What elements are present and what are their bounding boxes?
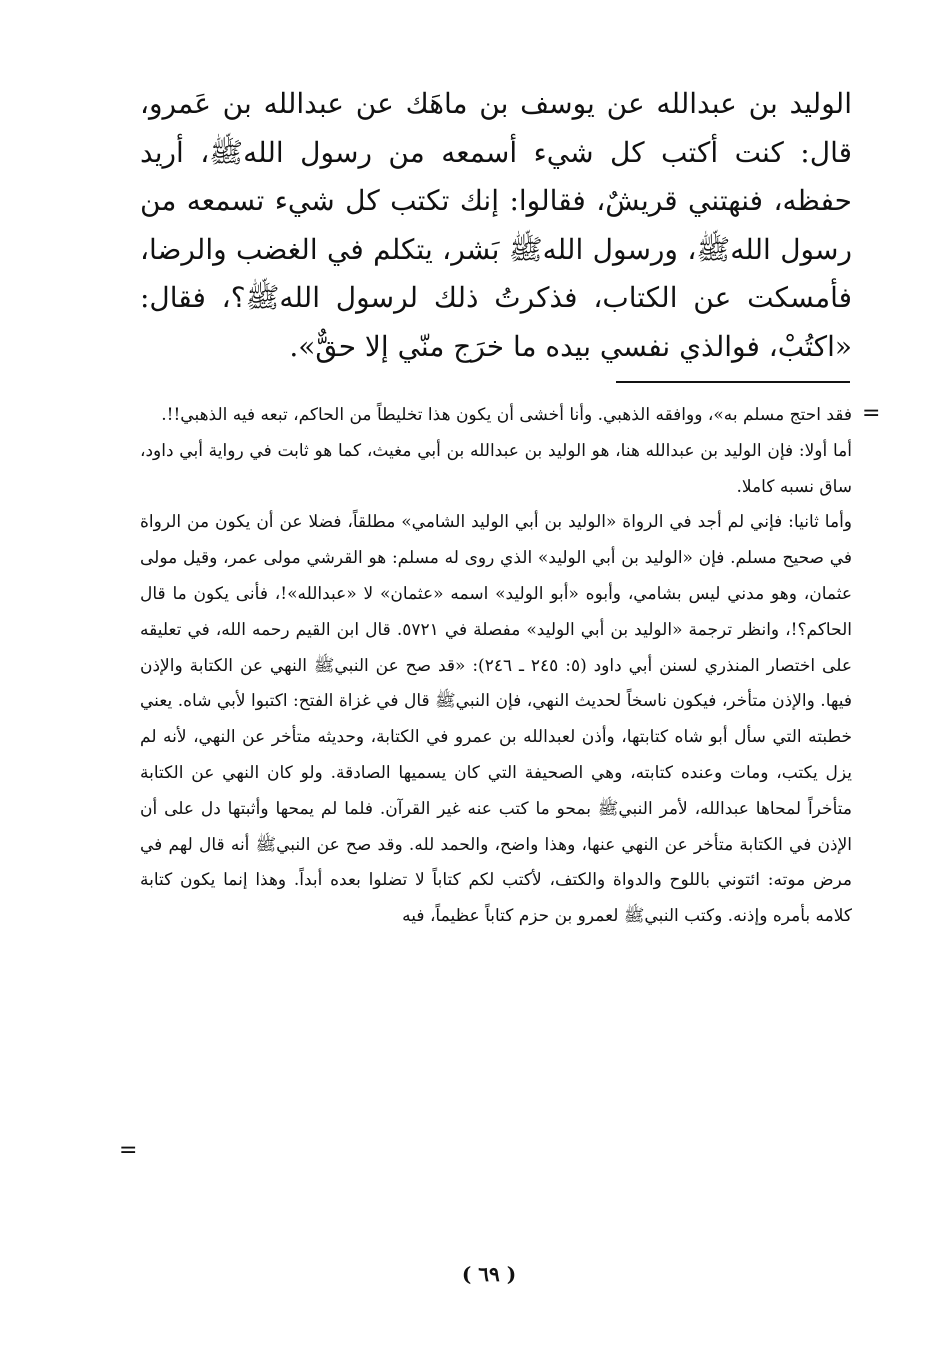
main-text-block (140, 80, 852, 371)
page-number: ( ٦٩ ) (461, 1262, 517, 1286)
footnote-paragraph-3: وأما ثانيا: فإني لم أجد في الرواة «الوليد بن أبي الوليد الشامي» مطلقاً، فضلا عن أن يكون من الرواة في صحيح مسلم. فإن «الوليد بن أبي الوليد» الذي روى له مسلم: هو القرشي مولى عمر، وقيل مولى عثمان، وهو مدني ليس بشامي، وأبوه «أبو الوليد» اسمه «عثمان» لا «عبدالله»!، فأنى يكون ما قال الحاكم؟!، وانظر ترجمة «الوليد بن أبي الوليد» مفصلة في ٥٧٢١. قال ابن القيم رحمه الله، في تعليقه على اختصار المنذري لسنن أبي داود (٥: ٢٤٥ ـ ٢٤٦): «قد صح عن النبيﷺ النهي عن الكتابة والإذن فيها. والإذن متأخر، فيكون ناسخاً لحديث النهي، فإن النبيﷺ قال في غزاة الفتح: اكتبوا لأبي شاه. يعني خطبته التي سأل أبو شاه كتابتها، وأذن لعبدالله بن عمرو في الكتابة، وحديثه متأخر عن النهي، لأنه لم يزل يكتب، ومات وعنده كتابته، وهي الصحيفة التي كان يسميها الصادقة. ولو كان النهي عن الكتابة متأخراً لمحاها عبدالله، لأمر النبيﷺ بمحو ما كتب عنه غير القرآن. فلما لم يمحها وأثبتها دل على أن الإذن في الكتابة متأخر عن النهي عنها، وهذا واضح، والحمد لله. وقد صح عن النبيﷺ أنه قال لهم في مرض موته: ائتوني باللوح والدواة والكتف، لأكتب لكم كتاباً لا تضلوا بعده أبداً. وهذا إنما يكون كتابة كلامه بأمره وإذنه. وكتب النبيﷺ لعمرو بن حزم كتاباً عظيماً، فيه (140, 512, 852, 927)
footnote-paragraph-2: أما أولا: فإن الوليد بن عبدالله هنا، هو الوليد بن عبدالله بن أبي مغيث، كما هو ثابت في رواية أبي داود، ساق نسبه كاملا. (140, 440, 852, 497)
footnote-continuation-mark-top: = (862, 401, 881, 426)
footnote-paragraph-1: فقد احتج مسلم به»، ووافقه الذهبي. وأنا أخشى أن يكون هذا تخليطاً من الحاكم، تبعه فيه الذهبي!!. (161, 405, 852, 425)
footnote-continuation-mark-bottom: = (119, 1138, 138, 1163)
footnote-divider (616, 381, 850, 383)
main-paragraph: الوليد بن عبدالله عن يوسف بن ماهَك عن عبدالله بن عَمرو، قال: كنت أكتب كل شيء أسمعه من رسول اللهﷺ، أريد حفظه، فنهتني قريشٌ، فقالوا: إنك تكتب كل شيء تسمعه من رسول اللهﷺ، ورسول اللهﷺ بَشر، يتكلم في الغضب والرضا، فأمسكت عن الكتاب، فذكرتُ ذلك لرسول اللهﷺ؟، فقال: «اكتُبْ، فوالذي نفسي بيده ما خرَج منّي إلا حقٌّ». (140, 87, 852, 363)
footnote-block (140, 398, 852, 935)
